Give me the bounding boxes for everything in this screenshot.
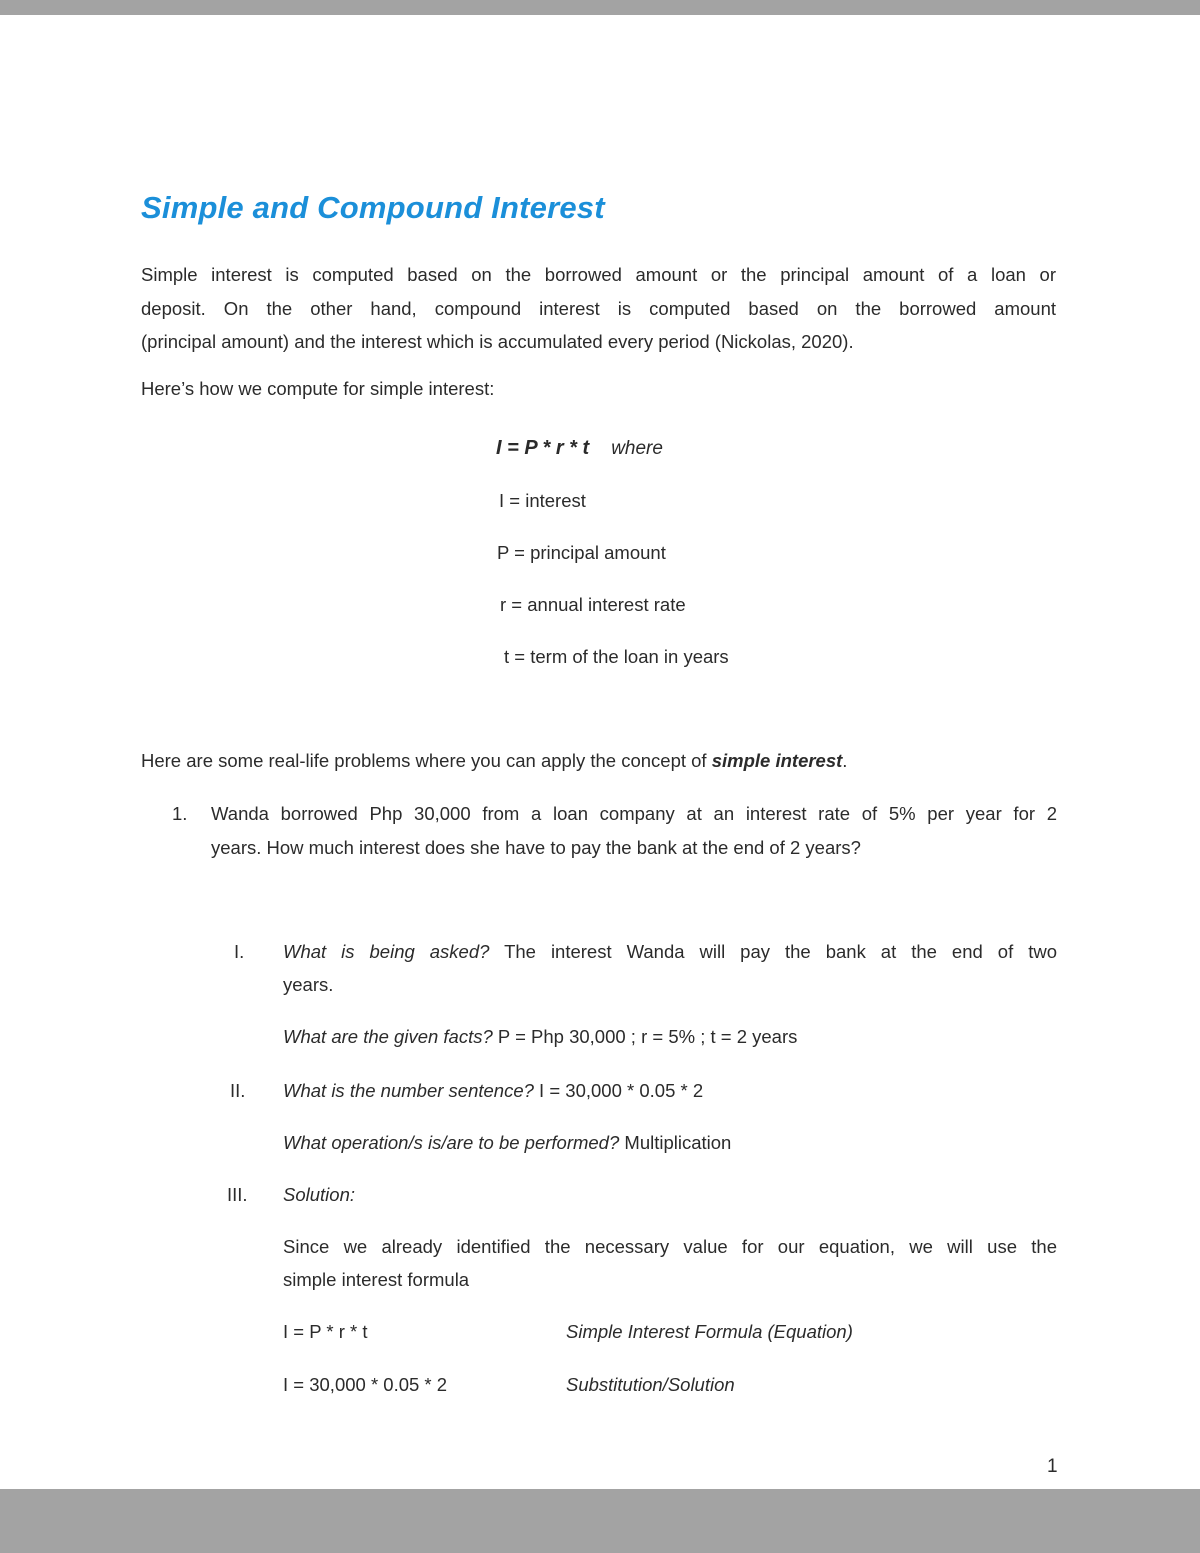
paragraph-line: (principal amount) and the interest which is accumulated every period (Nickolas, 2020). <box>141 331 854 352</box>
formula-row-label-text: Simple Interest Formula (Equation) <box>566 1321 853 1342</box>
solution-label: Solution: <box>283 1184 355 1205</box>
formula-expression: I = P * r * t <box>496 437 590 459</box>
problem-line: Wanda borrowed Php 30,000 from a loan company at an interest rate of 5% per year for 2 <box>211 803 1057 824</box>
problem-number: 1. <box>172 803 188 824</box>
substitution-row-label <box>566 1374 735 1396</box>
substitution-row-equation: I = 30,000 * 0.05 * 2 <box>283 1374 448 1395</box>
paragraph-line: deposit. On the other hand, compound interest is computed based on the borrowed amount <box>141 297 1056 319</box>
step-facts <box>283 1026 797 1048</box>
definition-interest: I = interest <box>499 490 586 511</box>
step-numeral-iii: III. <box>227 1184 248 1205</box>
operation-answer: Multiplication <box>619 1132 732 1153</box>
definition-principal: P = principal amount <box>497 542 666 563</box>
formula-row-equation: I = P * r * t <box>283 1321 368 1342</box>
step-numeral-ii: II. <box>230 1080 246 1101</box>
operation-question: What operation/s is/are to be performed? <box>283 1132 620 1153</box>
step-number-sentence <box>283 1080 703 1102</box>
facts-answer: P = Php 30,000 ; r = 5% ; t = 2 years <box>492 1026 798 1047</box>
step-numeral-i: I. <box>234 941 245 962</box>
formula-where: where <box>611 438 663 459</box>
how-to-text: Here’s how we compute for simple interest: <box>141 378 495 399</box>
asked-question: What is being asked? <box>283 941 490 962</box>
solution-heading <box>283 1184 355 1206</box>
problem-line: years. How much interest does she have to pay the bank at the end of 2 years? <box>211 837 861 858</box>
step-operation <box>283 1132 731 1154</box>
sentence-question: What is the number sentence? <box>283 1080 534 1101</box>
asked-answer-continued: years. <box>283 974 334 995</box>
simple-interest-formula <box>496 437 663 460</box>
sentence-answer: I = 30,000 * 0.05 * 2 <box>533 1080 704 1101</box>
intro-text: Here are some real-life problems where you can apply the concept of <box>141 750 712 771</box>
page-title: Simple and Compound Interest <box>141 190 605 225</box>
facts-question: What are the given facts? <box>283 1026 493 1047</box>
definition-rate: r = annual interest rate <box>500 594 686 615</box>
solution-text-line: Since we already identified the necessary value for our equation, we will use the <box>283 1236 1057 1257</box>
page-number: 1 <box>1047 1456 1058 1477</box>
solution-text-line: simple interest formula <box>283 1269 470 1290</box>
page-bottom-band <box>0 1489 1200 1553</box>
paragraph-line: Simple interest is computed based on the borrowed amount or the principal amount of a loan or <box>141 264 1056 285</box>
step-asked <box>283 941 1057 963</box>
intro-bold-term: simple interest <box>711 750 843 771</box>
definition-term: t = term of the loan in years <box>504 646 729 667</box>
formula-row-label <box>566 1321 853 1343</box>
asked-answer: The interest Wanda will pay the bank at the end of two <box>489 941 1057 962</box>
substitution-row-label-text: Substitution/Solution <box>566 1374 735 1395</box>
problems-intro <box>141 750 847 772</box>
page-top-band <box>0 0 1200 15</box>
intro-paragraph <box>141 258 1056 359</box>
intro-end: . <box>842 750 848 771</box>
